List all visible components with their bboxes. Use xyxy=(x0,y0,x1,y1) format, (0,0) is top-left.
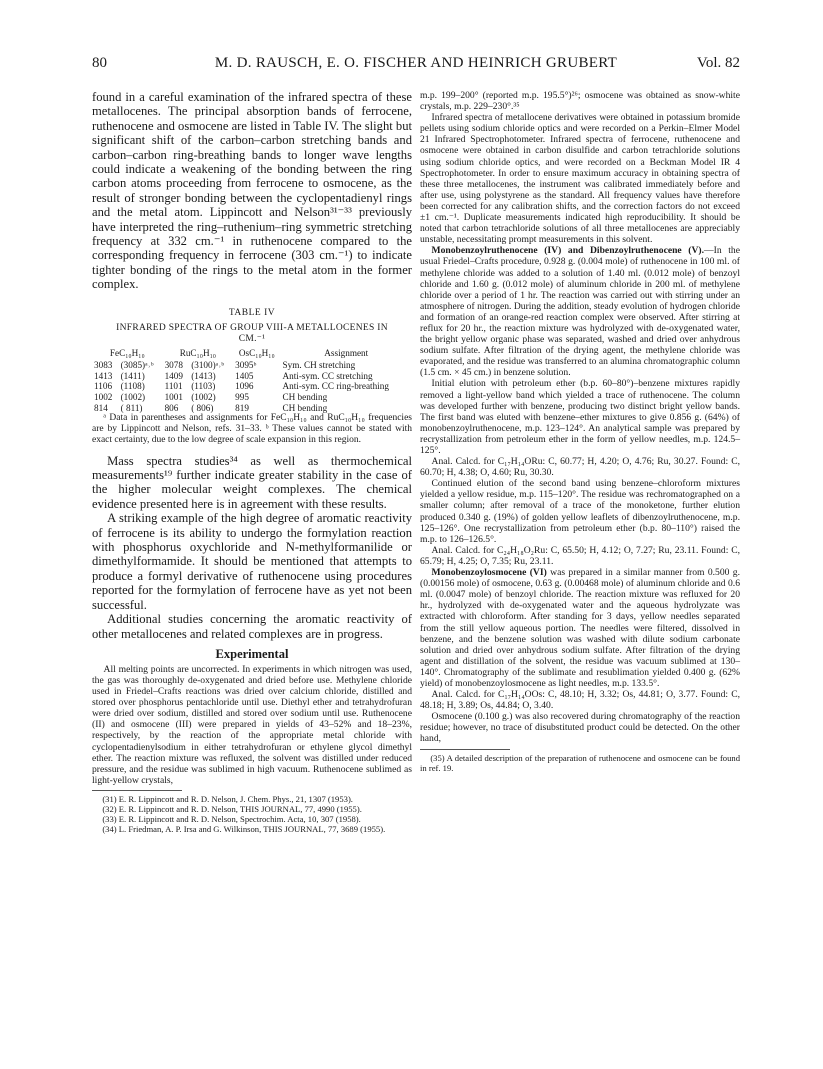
paragraph: m.p. 199–200° (reported m.p. 195.5°)²⁶; osmocene was obtained as snow-white crystals, m.p. 229–230°.³⁵ xyxy=(420,90,740,113)
paragraph xyxy=(420,245,740,378)
table-cell: ( 811) xyxy=(120,402,143,413)
table-title-line: INFRARED SPECTRA OF GROUP VIII-A METALLOCENES IN xyxy=(116,322,388,333)
paragraph-text: —In the usual Friedel–Crafts procedure, 0.928 g. (0.004 mole) of ruthenocene in 100 ml. of methylene chloride was added to a solution of 1.40 ml. (0.012 mole) of benzoyl chloride and 1.60 g. (0.012 mole) of aluminum chloride in 200 ml. of methylene chloride over a period of 1 hr. The reaction was carried out with stirring under an atmosphere of nitrogen. During the addition, steady evolution of hydrogen chloride and formation of an orange-red reaction complex were observed. After stirring at reflux for 20 hr., the reaction mixture was hydrolyzed with de-oxygenated water, the bright yellow organic phase was separated, washed and dried over anhydrous sodium sulfate. After filtration of the drying agent, the methylene chloride was evaporated, and the residue was transferred to an alumina chromatographic column (1.5 cm. × 45 cm.) in benzene solution. xyxy=(420,245,740,379)
analysis-line: Anal. Calcd. for C₁₇H₁₄ORu: C, 60.77; H, 4.20; O, 4.76; Ru, 30.27. Found: C, 60.70; H, 4.38; O, 4.60; Ru, 30.30. xyxy=(420,456,740,479)
table-cell: 819 xyxy=(235,402,249,413)
volume-label: Vol. 82 xyxy=(696,55,740,71)
table-cell: 814 xyxy=(94,402,108,413)
column-header: FeC₁₀H₁₀ xyxy=(109,347,145,358)
footnote: (31) E. R. Lippincott and R. D. Nelson, J. Chem. Phys., 21, 1307 (1953). xyxy=(102,793,353,804)
paragraph: Continued elution of the second band using benzene–chloroform mixtures yielded a yellow residue, m.p. 115–120°. The residue was rechromatographed on a smaller column; after removal of a trace of the monoketone, further elution produced 0.340 g. (19%) of golden yellow leaflets of dibenzoylruthenocene, m.p. 125–126°. One recrystallization from petroleum ether (b.p. 80–110°) raised the m.p. to 126–126.5°. xyxy=(420,478,740,545)
table-cell: 3083 xyxy=(94,360,113,371)
analysis-line: Anal. Calcd. for C₁₇H₁₄OOs: C, 48.10; H, 3.32; Os, 44.81; O, 3.77. Found: C, 48.18; H, 3.89; Os, 44.84; O, 3.40. xyxy=(420,689,740,712)
table-row xyxy=(92,371,412,382)
analysis-line: Anal. Calcd. for C₂₄H₁₈O₂Ru: C, 65.50; H, 4.12; O, 7.27; Ru, 23.11. Found: C, 65.79; H, 4.25; O, 7.35; Ru, 23.11. xyxy=(420,544,740,567)
table-cell: 1002 xyxy=(94,392,113,403)
table-cell: 1001 xyxy=(164,392,183,403)
subsection-title: Monobenzoylruthenocene (IV) and Dibenzoylruthenocene (V). xyxy=(431,245,705,257)
footnote: (34) L. Friedman, A. P. Irsa and G. Wilkinson, THIS JOURNAL, 77, 3689 (1955). xyxy=(102,823,386,834)
table-cell: 806 xyxy=(164,402,179,413)
subsection-title: Monobenzoylosmocene (VI) xyxy=(431,567,547,579)
table-cell: Sym. CH stretching xyxy=(282,360,356,371)
footnote-divider xyxy=(92,790,182,791)
table-cell: 1096 xyxy=(235,381,254,392)
table-cell: 3078 xyxy=(164,360,183,371)
table-cell: 1101 xyxy=(164,381,183,392)
table-footnote: ᵃ Data in parentheses and assignments for FeC₁₀H₁₀ and RuC₁₀H₁₀ frequencies are by Lippincott and Nelson, refs. 31–33. ᵇ These values cannot be stated with exact certainty, due to the low degree of scale expansion in this region. xyxy=(92,413,412,445)
table-cell: (3085)ᵃ˒ᵇ xyxy=(120,360,154,371)
table-cell: 1106 xyxy=(94,381,113,392)
table-row xyxy=(92,381,412,392)
table-cell: (3100)ᵃ˒ᵇ xyxy=(191,360,225,371)
table-caption: TABLE IV xyxy=(228,307,276,318)
table-cell: 1409 xyxy=(164,370,183,381)
table-row xyxy=(92,403,412,414)
table-title xyxy=(92,323,412,345)
left-column xyxy=(92,90,412,834)
paragraph: Infrared spectra of metallocene derivatives were obtained in potassium bromide pellets using sodium chloride optics and were recorded on a Perkin–Elmer Model 21 Infrared Spectrophotometer. Infrared spectra of ferrocene, ruthenocene and osmocene were obtained in carbon disulfide and carbon tetrachloride solutions using sodium chloride optics, and were recorded on a Beckman Model IR 4 Spectrophotometer. In order to ensure maximum accuracy in obtaining spectra of these three metallocenes, the instrument was calibrated immediately before and after use, using polystyrene as the standard. All frequency values have therefore been corrected for any calibration shifts, and the correction factors do not exceed ±1 cm.⁻¹. Duplicate measurements indicated high reproducibility. It should be noted that carbon tetrachloride solutions of all three metallocenes are appreciably unstable, necessitating prompt measurements in this solvent. xyxy=(420,112,740,246)
paragraph: Additional studies concerning the aromatic reactivity of other metallocenes and related complexes are in progress. xyxy=(92,612,412,641)
table-cell: Anti-sym. CC ring-breathing xyxy=(282,381,389,392)
paragraph: Mass spectra studies³⁴ as well as thermochemical measurements¹⁹ further indicate greater stability in the case of the higher molecular weight complexes. The chemical evidence presented here is in agreement with these results. xyxy=(92,453,412,511)
footnote: (35) A detailed description of the preparation of ruthenocene and osmocene can be found in ref. 19. xyxy=(420,752,740,773)
table-cell: (1413) xyxy=(191,370,216,381)
table-cell: 3095ᵇ xyxy=(235,360,257,371)
table-cell: (1411) xyxy=(120,370,145,381)
right-column xyxy=(420,90,740,773)
paragraph xyxy=(420,567,740,689)
table-title-line: CM.⁻¹ xyxy=(238,333,266,344)
paragraph: All melting points are uncorrected. In experiments in which nitrogen was used, the gas was thoroughly de-oxygenated and dried before use. Methylene chloride used in Friedel–Crafts reactions was dried over calcium chloride, distilled and stored over phosphorus pentachloride until use. Diethyl ether and tetrahydrofuran were dried over sodium, distilled and stored over sodium until use. Ruthenocene (II) and osmocene (III) were prepared in yields of 43–52% and 18–23%, respectively, by the reaction of the appropriate metal chloride with cyclopentadienylsodium in either tetrahydrofuran or ethylene glycol dimethyl ether. The reaction mixture was refluxed, the solvent was distilled under reduced pressure, and the residue was sublimed in high vacuum. Ruthenocene sublimed as light-yellow crystals, xyxy=(92,663,412,786)
table-cell: (1108) xyxy=(120,381,145,392)
section-heading: Experimental xyxy=(215,646,289,661)
paragraph-text: was prepared in a similar manner from 0.500 g. (0.00156 mole) of osmocene, 0.63 g. (0.00468 mole) of aluminum chloride and 0.6 ml. (0.0047 mole) of benzoyl chloride. The reaction mixture was refluxed for 20 hr., hydrolyzed with de-oxygenated water and the aqueous hydrolyzate was extracted with chloroform. After standing for 3 days, yellow needles separated from the still yellow aqueous portion. The needles were filtered, dissolved in benzene, and the benzene solution was washed with dilute sodium carbonate solution and dried over anhydrous sodium sulfate. After filtration of the drying agent and distillation of the solvent, the residue was vacuum sublimed at 130–140°. Chromatography of the sublimate and resublimation yielded 0.400 g. (62% yield) of monobenzoylosmocene as light needles, m.p. 133.5°. xyxy=(420,567,740,689)
table-cell: 995 xyxy=(235,392,249,403)
table-cell: ( 806) xyxy=(191,402,214,413)
table-cell: 1413 xyxy=(94,370,113,381)
column-header: Assignment xyxy=(324,347,369,358)
table-cell: 1405 xyxy=(235,370,254,381)
paragraph: Osmocene (0.100 g.) was also recovered during chromatography of the reaction residue; however, no trace of disubstituted product could be detected. On the other hand, xyxy=(420,711,740,745)
table-cell: (1002) xyxy=(120,392,146,403)
paragraph: Initial elution with petroleum ether (b.p. 60–80°)–benzene mixtures rapidly removed a light-yellow band which yielded a trace of ruthenocene. The column was developed further with benzene, producing two distinct bright yellow bands. The first band was eluted with benzene–ether mixtures to give 0.856 g. (64%) of monobenzoylruthenocene, m.p. 123–124°. An analytical sample was prepared by recrystallization from petroleum ether in the form of yellow needles, m.p. 124.5–125°. xyxy=(420,378,740,456)
footnote-divider xyxy=(420,749,510,750)
paragraph: found in a careful examination of the infrared spectra of these metallocenes. The principal absorption bands of ferrocene, ruthenocene and osmocene are listed in Table IV. The slight but significant shift of the carbon–carbon stretching bands and carbon–carbon ring-breathing bands to longer wave lengths could indicate a weakening of the bonding between the ring carbon atoms proceeding from ferrocene to osmocene, as the result of stronger bonding between the cyclopentadienyl rings and the metal atom. Lippincott and Nelson³¹⁻³³ previously have interpreted the ring–ruthenium–ring symmetric stretching frequency at 332 cm.⁻¹ in ruthenocene compared to the corresponding frequency in ferrocene (303 cm.⁻¹) to indicate tighter bonding of the rings to the metal atom in the former complex. xyxy=(92,90,412,292)
table-cell: CH bending xyxy=(282,392,328,403)
running-title: M. D. RAUSCH, E. O. FISCHER AND HEINRICH GRUBERT xyxy=(214,55,618,71)
page-number: 80 xyxy=(92,55,107,71)
running-header xyxy=(92,55,740,77)
table-header-row xyxy=(92,348,412,361)
table-cell: (1002) xyxy=(191,392,216,403)
paragraph: A striking example of the high degree of aromatic reactivity of ferrocene is its ability to undergo the formylation reaction with phosphorus oxychloride and N-methylformanilide or dimethylformamide. It should be mentioned that attempts to produce a formyl derivative of ruthenocene using procedures reported for the formylation of ferrocene have as yet not been successful. xyxy=(92,511,412,612)
column-header: RuC₁₀H₁₀ xyxy=(179,347,216,358)
footnote: (32) E. R. Lippincott and R. D. Nelson, THIS JOURNAL, 77, 4990 (1955). xyxy=(102,803,362,814)
footnote: (33) E. R. Lippincott and R. D. Nelson, Spectrochim. Acta, 10, 307 (1958). xyxy=(102,813,361,824)
table-cell: CH bending xyxy=(282,402,328,413)
table-row xyxy=(92,392,412,403)
ir-table xyxy=(92,348,412,414)
column-header: OsC₁₀H₁₀ xyxy=(238,347,275,358)
table-cell: Anti-sym. CC stretching xyxy=(282,370,373,381)
table-cell: (1103) xyxy=(191,381,216,392)
table-row xyxy=(92,360,412,371)
